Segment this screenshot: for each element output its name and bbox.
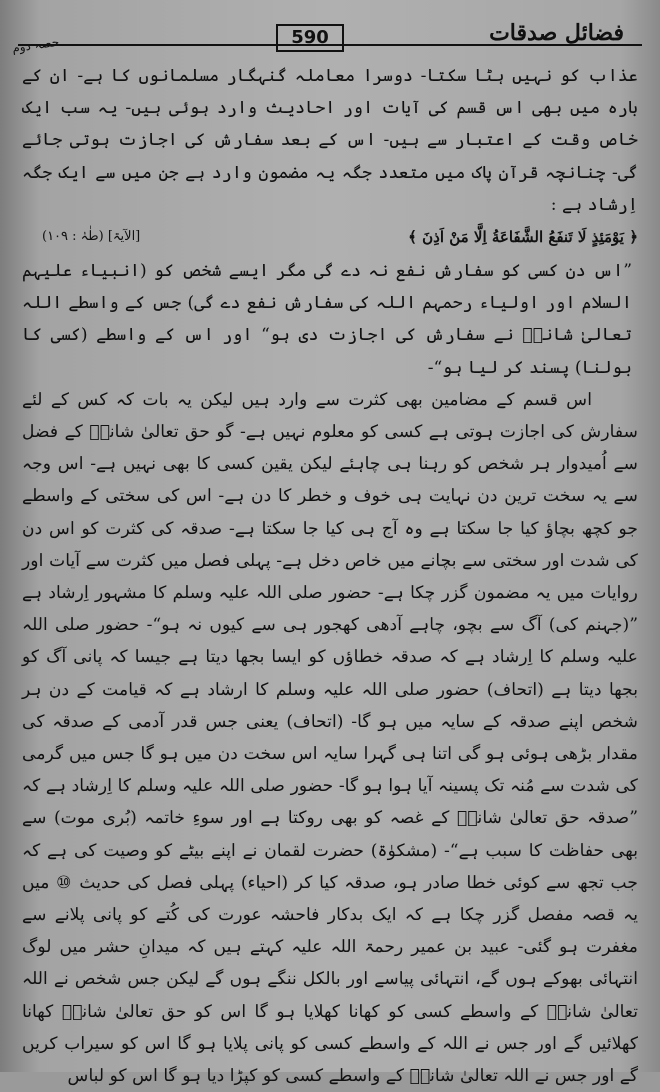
paragraph-1: عذاب کو نہیں ہٹا سکتا- دوسرا معاملہ گنہگار مسلمانوں کا ہے- ان کے بارہ میں بھی اس قسم کی آیات اور احادیث وارد ہوئی ہیں- یہ سب ایک خاص وقت کے اعتبار سے ہیں- اس کے بعد سفارش کی اجازت ہوتی جائے گی- چنانچہ قرآنِ پاک میں متعدد جگہ یہ مضمون وارد ہے جن میں سے ایک جگہ اِرشاد ہے : [22, 66, 638, 215]
paragraph-2: اس قسم کے مضامین بھی کثرت سے وارد ہیں لیکن یہ بات کہ کس کے لئے سفارش کی اجازت ہوتی ہے کسی کو معلوم نہیں ہے- گو حق تعالیٰ شانہٗ کے فضل سے اُمیدوار ہر شخص کو رہنا ہی چاہئے لیکن یقین کسی کا بھی نہیں ہے- اس وجہ سے یہ سخت ترین دن نہایت ہی خوف و خطر کا دن ہے- اس کی سختی کے واسطے جو کچھ بچاؤ کیا جا سکتا ہے وہ آج ہی کیا جا سکتا ہے- صدقہ کی کثرت کو اس دن کی شدت اور سختی سے بچانے میں خاص دخل ہے- پہلی فصل میں کثرت سے آیات اور روایات میں یہ مضمون گزر چکا ہے- حضور صلی اللہ علیہ وسلم کا مشہور اِرشاد ہے ”(جہنم کی) آگ سے بچو، چاہے آدھی کھجور ہی سے کیوں نہ ہو“- حضور صلی اللہ علیہ وسلم کا اِرشاد ہے کہ صدقہ خطاؤں کو ایسا بجھا دیتا ہے جیسا کہ پانی آگ کو بجھا دیتا ہے (اتحاف) حضور صلی اللہ علیہ وسلم کا ارشاد ہے کہ قیامت کے دن ہر شخص اپنے صدقہ کے سایہ میں ہو گا- (اتحاف) یعنی جس قدر آدمی کے صدقہ کی مقدار بڑھی ہوئی ہو گی اتنا ہی گہرا سایہ اس سخت دن میں ہو گا جس میں گرمی کی شدت سے مُنہ تک پسینہ آیا ہوا ہو گا- حضور صلی اللہ علیہ وسلم کا اِرشاد ہے کہ ”صدقہ حق تعالیٰ شانہٗ کے غصہ کو بھی روکتا ہے اور سوءِ خاتمہ (بُری موت) سے بھی حفاظت کا سبب ہے“- (مشکوٰۃ) حضرت لقمان نے اپنے بیٹے کو وصیت کی ہے کہ جب تجھ سے کوئی خطا صادر ہو، صدقہ کیا کر (احیاء) پہلی فصل کی حدیث ⑩ میں یہ قصہ مفصل گزر چکا ہے کہ ایک بدکار فاحشہ عورت کی کُتے کو پانی پلانے سے مغفرت ہو گئی- عبید بن عمیر رحمۃ اللہ علیہ کہتے ہیں کہ میدانِ حشر میں لوگ انتہائی بھوکے ہوں گے، انتہائی پیاسے اور بالکل ننگے ہوں گے لیکن جس شخص نے اللہ تعالیٰ شانہٗ کے واسطے کسی کو کھانا کھلایا ہو گا اس کو حق تعالیٰ شانہٗ کھانا کھلائیں گے اور جس نے اللہ کے واسطے کسی کو پانی پلایا ہو گا اس کو سیراب کریں گے اور جس نے اللہ تعالیٰ شانہٗ کے واسطے کسی کو کپڑا دیا ہو گا اس کو لباس [22, 389, 638, 1087]
part-label: حصہ دوم [11, 34, 60, 56]
verse-arabic: ﴿ يَوْمَئِذٍ لَا تَنفَعُ الشَّفَاعَةُ اِلَّا مَنْ اَذِنَ ﴾ [408, 228, 638, 247]
book-title: فضائل صدقات [489, 20, 624, 46]
page-body [22, 60, 638, 1087]
verse-reference: [الآیۃ] (طٰہٰ : ۱۰۹) [42, 229, 141, 245]
page-number: 590 [276, 24, 344, 52]
header-rule [18, 44, 642, 46]
quran-verse [22, 223, 638, 251]
verse-translation: ”اس دن کسی کو سفارش نفع نہ دے گی مگر ایسے شخص کو (انبیاء علیہم السلام اور اولیاء رحمہم اللہ کی سفارش نفع دے گی) جس کے واسطے اللہ تعالیٰ شانہٗ نے سفارش کی اجازت دی ہو“ اور اس کے واسطے (کسی کا بولنا) پسند کر لیا ہو“- [22, 261, 632, 378]
page-header [0, 10, 660, 56]
